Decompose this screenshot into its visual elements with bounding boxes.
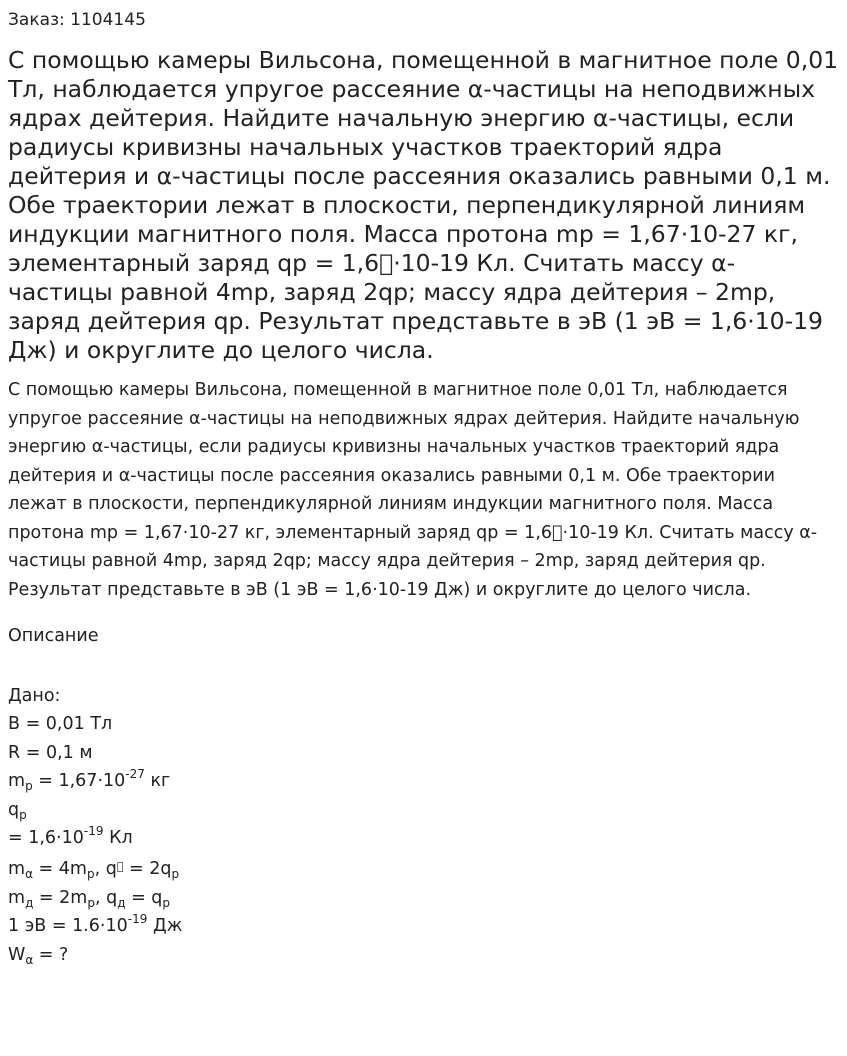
given-m-d: $m_д = 2m_p$, $q_д = q_p$	[8, 887, 171, 910]
given-block	[8, 682, 839, 969]
given-title: Дано:	[8, 686, 61, 706]
description-heading: Описание	[8, 626, 99, 646]
given-mp: $m_p = 1,67\cdot 10^{-27}$ кг	[8, 767, 171, 794]
given-qp-value: = $1,6\cdot 10^{-19}$ Кл	[8, 824, 133, 849]
given-w-alpha: $W_\alpha$ = ?	[8, 944, 69, 967]
given-qp-label: $q_p$	[8, 799, 27, 822]
problem-title: С помощью камеры Вильсона, помещенной в магнитное поле 0,01 Тл, наблюдается упругое рассеяние α-частицы на неподвижных ядрах дейтерия. Найдите начальную энергию α-частицы, если радиусы кривизны начальных участков траекторий ядра дейтерия и α-частицы после рассеяния оказались равными 0,1 м. Обе траектории лежат в плоскости, перпендикулярной линиям индукции магнитного поля. Масса протона mp = 1,67·10-27 кг, элементарный заряд qp = 1,6 ·10-19 Кл. Считать массу α-частицы равной 4mp, заряд 2qp; массу ядра дейтерия – 2mp, заряд дейтерия qp. Результат представьте в эВ (1 эВ = 1,6·10-19 Дж) и округлите до целого числа.	[8, 46, 839, 364]
given-r: R = 0,1 м	[8, 742, 93, 763]
given-ev: 1 эВ = $1.6\cdot 10^{-19}$ Дж	[8, 912, 183, 937]
problem-text: С помощью камеры Вильсона, помещенной в магнитное поле 0,01 Тл, наблюдается упругое рассеяние α-частицы на неподвижных ядрах дейтерия. Найдите начальную энергию α-частицы, если радиусы кривизны начальных участков траекторий ядра дейтерия и α-частицы после рассеяния оказались равными 0,1 м. Обе траектории лежат в плоскости, перпендикулярной линиям индукции магнитного поля. Масса протона mp = 1,67·10-27 кг, элементарный заряд qp = 1,6 ·10-19 Кл. Считать массу α-частицы равной 4mp, заряд 2qp; массу ядра дейтерия – 2mp, заряд дейтерия qp. Результат представьте в эВ (1 эВ = 1,6·10-19 Дж) и округлите до целого числа.	[8, 380, 818, 600]
order-number: Заказ: 1104145	[8, 10, 146, 30]
given-b: B = 0,01 Тл	[8, 714, 113, 734]
given-m-alpha: $m_\alpha = 4m_p$, $q^  = 2q_p$	[8, 858, 180, 881]
